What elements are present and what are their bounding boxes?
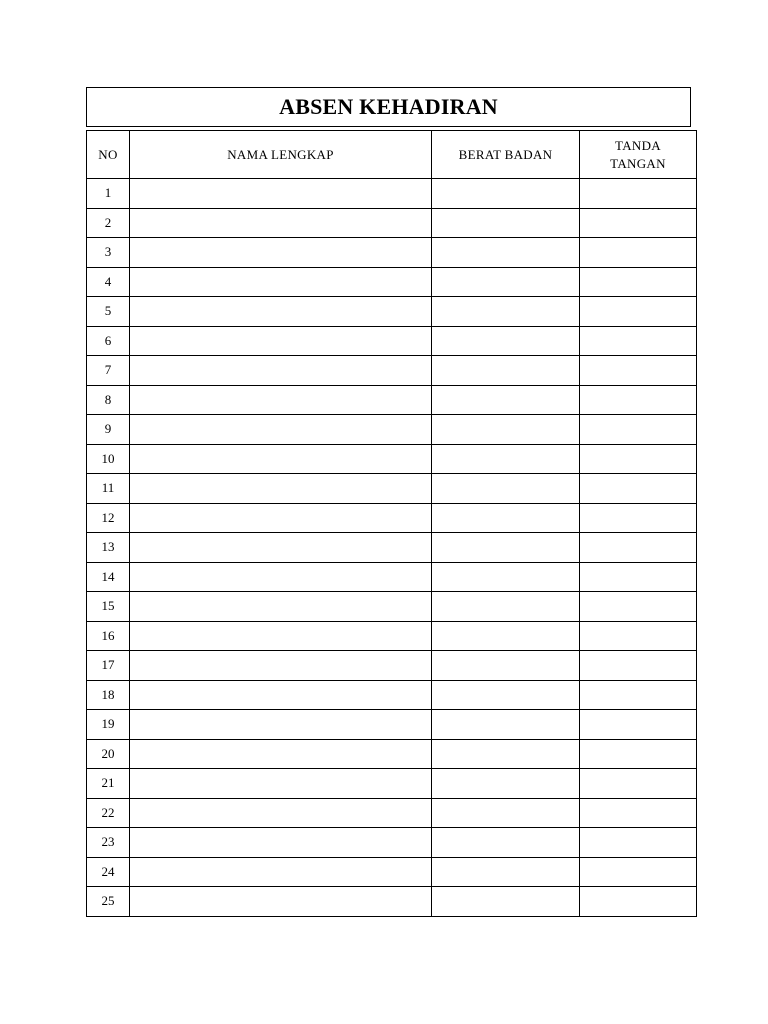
berat-badan-cell[interactable] [432, 651, 580, 681]
tanda-tangan-cell[interactable] [580, 208, 697, 238]
table-row [87, 385, 697, 415]
tanda-tangan-cell[interactable] [580, 798, 697, 828]
table-row [87, 238, 697, 268]
berat-badan-cell[interactable] [432, 208, 580, 238]
table-row [87, 651, 697, 681]
nama-lengkap-cell[interactable] [130, 769, 432, 799]
row-number-cell: 21 [87, 769, 130, 799]
table-row [87, 297, 697, 327]
table-row [87, 798, 697, 828]
row-number-cell: 12 [87, 503, 130, 533]
tanda-tangan-cell[interactable] [580, 356, 697, 386]
tanda-tangan-cell[interactable] [580, 887, 697, 917]
nama-lengkap-cell[interactable] [130, 356, 432, 386]
tanda-tangan-cell[interactable] [580, 857, 697, 887]
tanda-tangan-cell[interactable] [580, 680, 697, 710]
row-number-cell: 18 [87, 680, 130, 710]
berat-badan-cell[interactable] [432, 533, 580, 563]
nama-lengkap-cell[interactable] [130, 592, 432, 622]
tanda-tangan-cell[interactable] [580, 769, 697, 799]
table-row [87, 444, 697, 474]
tanda-tangan-cell[interactable] [580, 592, 697, 622]
nama-lengkap-cell[interactable] [130, 385, 432, 415]
header-tanda-line1: TANDA [615, 137, 661, 153]
nama-lengkap-cell[interactable] [130, 179, 432, 209]
nama-lengkap-cell[interactable] [130, 444, 432, 474]
row-number-cell: 6 [87, 326, 130, 356]
berat-badan-cell[interactable] [432, 739, 580, 769]
nama-lengkap-cell[interactable] [130, 857, 432, 887]
row-number-cell: 20 [87, 739, 130, 769]
nama-lengkap-cell[interactable] [130, 297, 432, 327]
document-title: ABSEN KEHADIRAN [279, 94, 498, 119]
berat-badan-cell[interactable] [432, 769, 580, 799]
table-row [87, 739, 697, 769]
tanda-tangan-cell[interactable] [580, 651, 697, 681]
table-row [87, 887, 697, 917]
tanda-tangan-cell[interactable] [580, 238, 697, 268]
table-row [87, 710, 697, 740]
berat-badan-cell[interactable] [432, 857, 580, 887]
row-number-cell: 23 [87, 828, 130, 858]
attendance-table [86, 130, 697, 917]
tanda-tangan-cell[interactable] [580, 385, 697, 415]
row-number-cell: 22 [87, 798, 130, 828]
row-number-cell: 10 [87, 444, 130, 474]
tanda-tangan-cell[interactable] [580, 562, 697, 592]
nama-lengkap-cell[interactable] [130, 326, 432, 356]
table-row [87, 326, 697, 356]
berat-badan-cell[interactable] [432, 385, 580, 415]
row-number-cell: 11 [87, 474, 130, 504]
tanda-tangan-cell[interactable] [580, 710, 697, 740]
nama-lengkap-cell[interactable] [130, 415, 432, 445]
table-row [87, 680, 697, 710]
nama-lengkap-cell[interactable] [130, 710, 432, 740]
berat-badan-cell[interactable] [432, 710, 580, 740]
berat-badan-cell[interactable] [432, 828, 580, 858]
berat-badan-cell[interactable] [432, 592, 580, 622]
table-row [87, 356, 697, 386]
nama-lengkap-cell[interactable] [130, 208, 432, 238]
nama-lengkap-cell[interactable] [130, 651, 432, 681]
nama-lengkap-cell[interactable] [130, 562, 432, 592]
tanda-tangan-cell[interactable] [580, 267, 697, 297]
header-no: NO [87, 131, 130, 179]
berat-badan-cell[interactable] [432, 326, 580, 356]
tanda-tangan-cell[interactable] [580, 297, 697, 327]
table-row [87, 208, 697, 238]
table-row [87, 503, 697, 533]
row-number-cell: 15 [87, 592, 130, 622]
tanda-tangan-cell[interactable] [580, 533, 697, 563]
tanda-tangan-cell[interactable] [580, 621, 697, 651]
header-tanda-line2: TANGAN [610, 155, 666, 171]
nama-lengkap-cell[interactable] [130, 828, 432, 858]
nama-lengkap-cell[interactable] [130, 798, 432, 828]
table-row [87, 267, 697, 297]
berat-badan-cell[interactable] [432, 503, 580, 533]
row-number-cell: 3 [87, 238, 130, 268]
table-row [87, 533, 697, 563]
berat-badan-cell[interactable] [432, 887, 580, 917]
row-number-cell: 2 [87, 208, 130, 238]
nama-lengkap-cell[interactable] [130, 739, 432, 769]
nama-lengkap-cell[interactable] [130, 621, 432, 651]
row-number-cell: 13 [87, 533, 130, 563]
document-title-box [86, 87, 691, 127]
nama-lengkap-cell[interactable] [130, 267, 432, 297]
tanda-tangan-cell[interactable] [580, 503, 697, 533]
berat-badan-cell[interactable] [432, 415, 580, 445]
tanda-tangan-cell[interactable] [580, 415, 697, 445]
row-number-cell: 7 [87, 356, 130, 386]
berat-badan-cell[interactable] [432, 179, 580, 209]
header-nama-lengkap: NAMA LENGKAP [130, 131, 432, 179]
table-row [87, 415, 697, 445]
berat-badan-cell[interactable] [432, 621, 580, 651]
row-number-cell: 24 [87, 857, 130, 887]
tanda-tangan-cell[interactable] [580, 326, 697, 356]
table-row [87, 179, 697, 209]
header-tanda-tangan [580, 131, 697, 179]
nama-lengkap-cell[interactable] [130, 503, 432, 533]
nama-lengkap-cell[interactable] [130, 238, 432, 268]
tanda-tangan-cell[interactable] [580, 474, 697, 504]
row-number-cell: 16 [87, 621, 130, 651]
nama-lengkap-cell[interactable] [130, 474, 432, 504]
table-row [87, 474, 697, 504]
row-number-cell: 4 [87, 267, 130, 297]
tanda-tangan-cell[interactable] [580, 444, 697, 474]
berat-badan-cell[interactable] [432, 267, 580, 297]
row-number-cell: 14 [87, 562, 130, 592]
berat-badan-cell[interactable] [432, 297, 580, 327]
table-row [87, 562, 697, 592]
berat-badan-cell[interactable] [432, 562, 580, 592]
row-number-cell: 19 [87, 710, 130, 740]
berat-badan-cell[interactable] [432, 474, 580, 504]
nama-lengkap-cell[interactable] [130, 887, 432, 917]
nama-lengkap-cell[interactable] [130, 680, 432, 710]
berat-badan-cell[interactable] [432, 798, 580, 828]
row-number-cell: 9 [87, 415, 130, 445]
berat-badan-cell[interactable] [432, 356, 580, 386]
header-berat-badan: BERAT BADAN [432, 131, 580, 179]
berat-badan-cell[interactable] [432, 444, 580, 474]
row-number-cell: 17 [87, 651, 130, 681]
tanda-tangan-cell[interactable] [580, 179, 697, 209]
table-row [87, 828, 697, 858]
row-number-cell: 8 [87, 385, 130, 415]
table-row [87, 592, 697, 622]
table-row [87, 769, 697, 799]
row-number-cell: 25 [87, 887, 130, 917]
tanda-tangan-cell[interactable] [580, 828, 697, 858]
tanda-tangan-cell[interactable] [580, 739, 697, 769]
row-number-cell: 5 [87, 297, 130, 327]
table-row [87, 857, 697, 887]
berat-badan-cell[interactable] [432, 680, 580, 710]
header-row [87, 131, 697, 179]
nama-lengkap-cell[interactable] [130, 533, 432, 563]
berat-badan-cell[interactable] [432, 238, 580, 268]
row-number-cell: 1 [87, 179, 130, 209]
table-row [87, 621, 697, 651]
